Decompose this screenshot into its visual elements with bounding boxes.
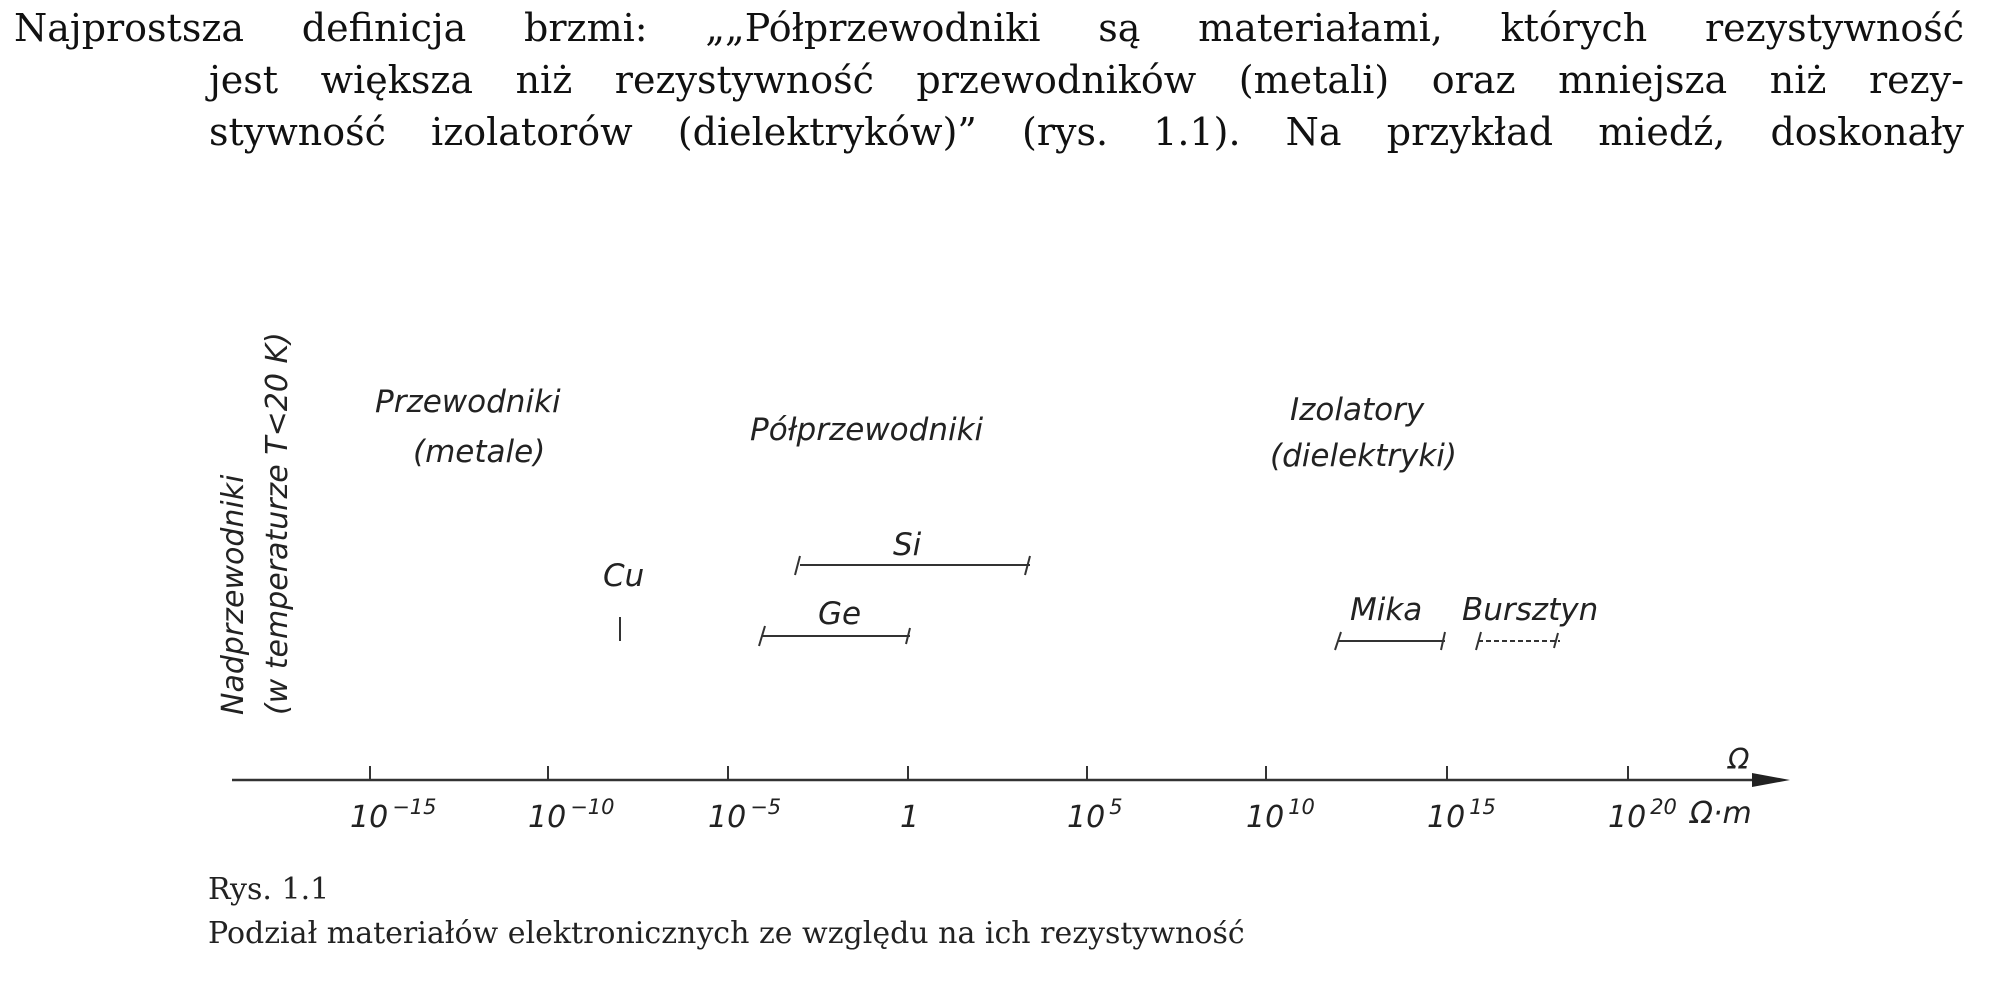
paragraph-line-2: jest większa niż rezystywność przewodników (metali) oraz mniejsza niż rezy- — [209, 58, 1964, 102]
caption-number: Rys. 1.1 — [208, 872, 330, 907]
mika-label: Mika — [1350, 592, 1423, 628]
caption-text: Podział materiałów elektronicznych ze względu na ich rezystywność — [208, 916, 1245, 951]
figure-caption — [208, 868, 1608, 956]
axis-arrow-label: Ω — [1728, 743, 1750, 776]
conductors-subtitle: (metale) — [413, 434, 546, 470]
axis-tick-label: 10 $^{-10}$ — [528, 795, 615, 835]
paragraph-line-3: stywność izolatorów (dielektryków)” (rys. 1.1). Na przykład miedź, doskonały — [209, 110, 1964, 154]
axis-tick-label: 1 — [900, 800, 920, 835]
axis-unit: Ω·m — [1690, 796, 1752, 831]
axis-tick-label: 10 $^{-5}$ — [708, 795, 782, 835]
superconductors-title: Nadprzewodniki — [216, 474, 251, 715]
resistivity-axis — [232, 743, 1790, 831]
semiconductors-title: Półprzewodniki — [750, 412, 984, 448]
axis-ticks — [350, 766, 1677, 835]
si-label: Si — [893, 527, 922, 563]
superconductors-label — [216, 332, 295, 715]
axis-tick-label: 10 $^{10}$ — [1246, 795, 1315, 835]
superconductors-condition: (w temperaturze T<20 K) — [260, 332, 295, 715]
paragraph-line-1: Najprostsza definicja brzmi: „„Półprzewodniki są materiałami, których rezystywność — [14, 6, 1964, 50]
axis-tick-label: 10 $^{15}$ — [1427, 795, 1496, 835]
insulators-title: Izolatory — [1290, 392, 1425, 428]
conductors-title: Przewodniki — [375, 384, 561, 420]
ge-label: Ge — [818, 596, 862, 632]
axis-arrowhead — [1752, 773, 1790, 787]
cu-label: Cu — [603, 558, 645, 594]
axis-tick-label: 10 $^{-15}$ — [350, 795, 437, 835]
axis-tick-label: 10 $^{20}$ — [1608, 795, 1677, 835]
mika-range — [1335, 632, 1445, 650]
axis-tick-label: 10 $^5$ — [1067, 795, 1123, 835]
insulators-subtitle: (dielektryki) — [1270, 438, 1457, 474]
bursztyn-label: Bursztyn — [1462, 592, 1599, 628]
